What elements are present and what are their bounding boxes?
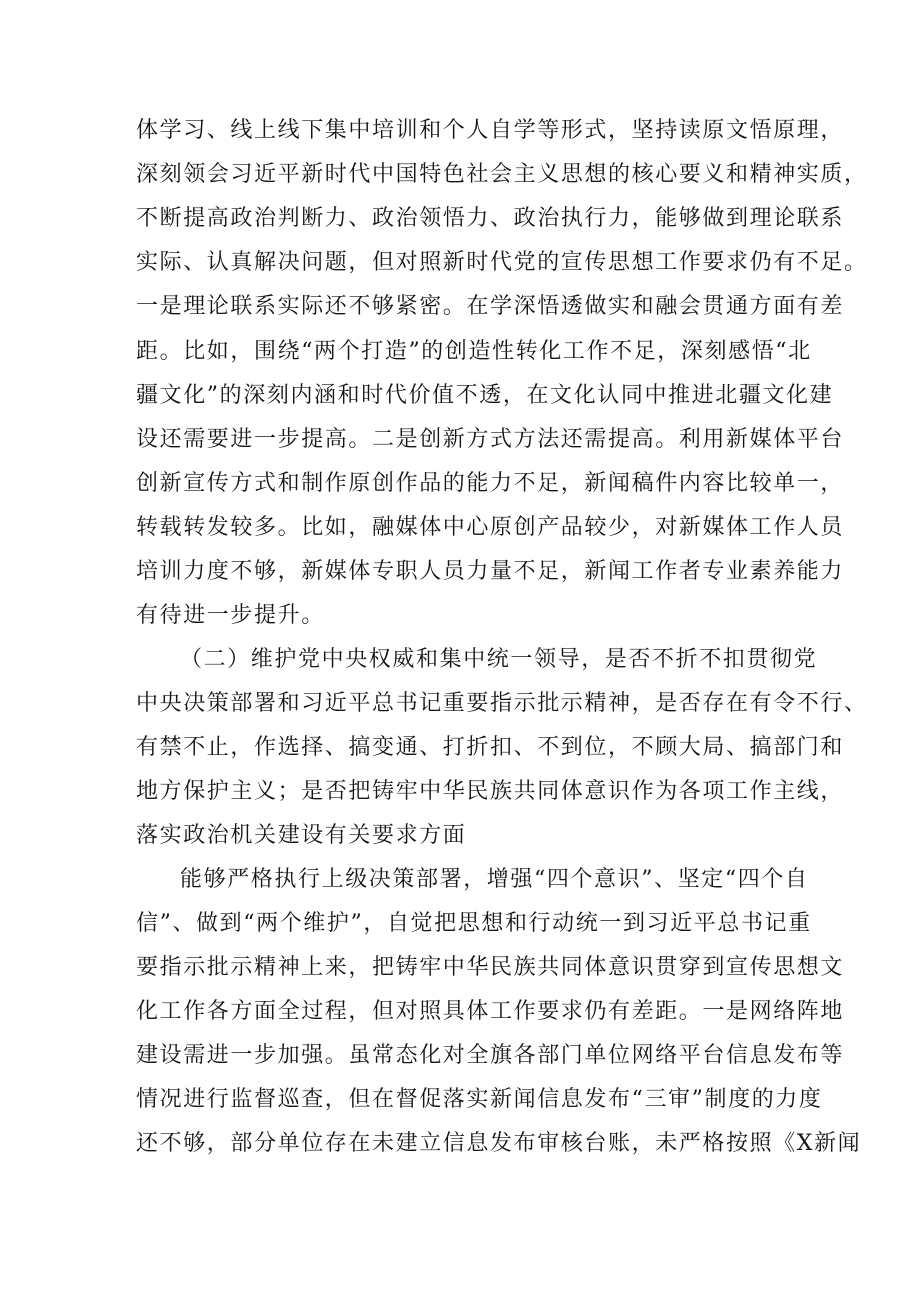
text-line: 化工作各方面全过程，但对照具体工作要求仍有差距。一是网络阵地 xyxy=(136,999,845,1024)
text-line: 还不够，部分单位存在未建立信息发布审核台账，未严格按照《X新闻 xyxy=(136,1131,862,1156)
section-heading-line: （二）维护党中央权威和集中统一领导，是否不折不扣贯彻党 xyxy=(180,647,818,672)
section-heading-line: 落实政治机关建设有关要求方面 xyxy=(136,823,467,848)
text-line: 深刻领会习近平新时代中国特色社会主义思想的核心要义和精神实质， xyxy=(136,162,868,187)
text-line: 不断提高政治判断力、政治领悟力、政治执行力，能够做到理论联系 xyxy=(136,206,845,231)
text-line: 信”、做到“两个维护”，自觉把思想和行动统一到习近平总书记重 xyxy=(136,911,812,936)
section-heading-line: 地方保护主义；是否把铸牢中华民族共同体意识作为各项工作主线， xyxy=(136,779,845,804)
text-line: 一是理论联系实际还不够紧密。在学深悟透做实和融会贯通方面有差 xyxy=(136,294,845,319)
section-heading-line: 有禁不止，作选择、搞变通、打折扣、不到位，不顾大局、搞部门和 xyxy=(136,735,845,760)
text-line: 情况进行监督巡查，但在督促落实新闻信息发布“三审”制度的力度 xyxy=(136,1087,823,1112)
text-line: 有待进一步提升。 xyxy=(136,603,325,628)
text-line: 实际、认真解决问题，但对照新时代党的宣传思想工作要求仍有不足。 xyxy=(136,250,868,275)
section-heading-line: 中央决策部署和习近平总书记重要指示批示精神，是否存在有令不行、 xyxy=(136,691,868,716)
text-line: 培训力度不够，新媒体专职人员力量不足，新闻工作者专业素养能力 xyxy=(136,559,845,584)
text-line: 建设需进一步加强。虽常态化对全旗各部门单位网络平台信息发布等 xyxy=(136,1043,845,1068)
text-line: 体学习、线上线下集中培训和个人自学等形式，坚持读原文悟原理， xyxy=(136,118,845,143)
text-line: 创新宣传方式和制作原创作品的能力不足，新闻稿件内容比较单一， xyxy=(136,471,845,496)
text-line: 疆文化”的深刻内涵和时代价值不透，在文化认同中推进北疆文化建 xyxy=(136,383,834,408)
text-line: 设还需要进一步提高。二是创新方式方法还需提高。利用新媒体平台 xyxy=(136,427,845,452)
text-line: 距。比如，围绕“两个打造”的创造性转化工作不足，深刻感悟“北 xyxy=(136,339,812,364)
text-line: 能够严格执行上级决策部署，增强“四个意识”、坚定“四个自 xyxy=(180,867,809,892)
text-line: 转载转发较多。比如，融媒体中心原创产品较少，对新媒体工作人员 xyxy=(136,515,845,540)
text-line: 要指示批示精神上来，把铸牢中华民族共同体意识贯穿到宣传思想文 xyxy=(136,955,845,980)
